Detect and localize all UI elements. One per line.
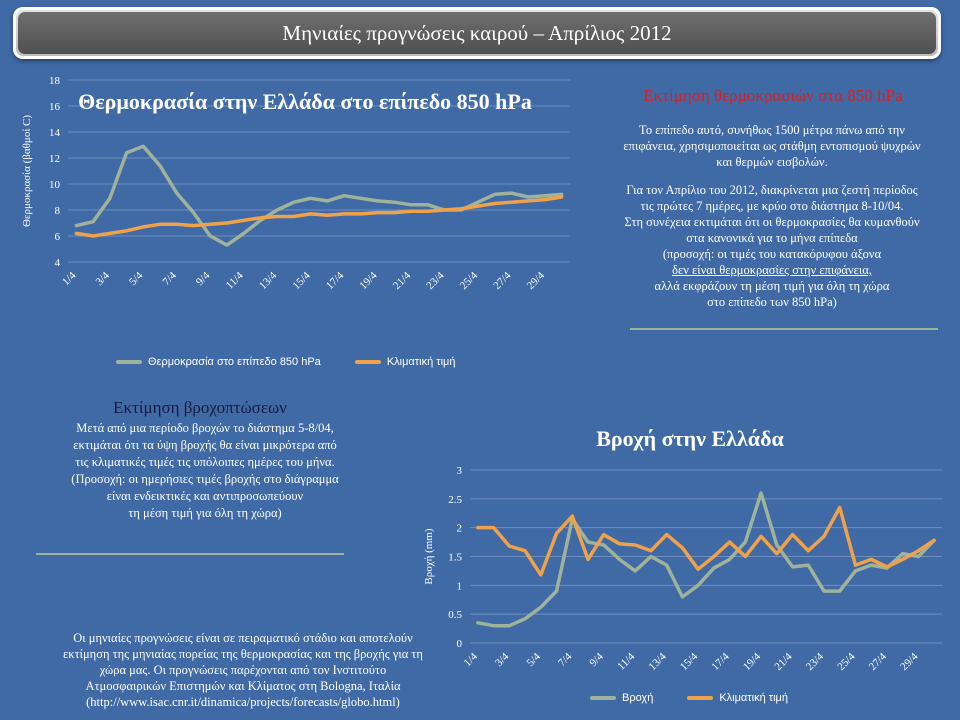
- temperature-chart-x-tick-label: 25/4: [457, 269, 481, 292]
- footer-line: Ατμοσφαιρικών Επιστημών και Κλίματος στη Bologna, Ιταλία: [85, 679, 401, 693]
- rain-chart-x-tick-label: 1/4: [461, 650, 480, 670]
- legend-entry-rain-climate: [687, 692, 788, 704]
- legend-swatch-rain: [590, 696, 616, 700]
- temperature-chart-y-tick-label: 14: [49, 127, 60, 139]
- temperature-chart-series-line-1: [76, 197, 561, 236]
- temperature-chart-y-tick-label: 16: [49, 101, 60, 113]
- temperature-warning-line: δεν είναι θερμοκρασίες στην επιφάνεια,: [672, 263, 872, 277]
- rain-chart-y-tick-label: 0: [456, 638, 462, 650]
- temperature-heading: Εκτίμηση θερμοκρασιών στα 850 hPa: [643, 86, 903, 105]
- temperature-chart-x-tick-label: 21/4: [390, 269, 414, 292]
- temperature-chart-y-tick-label: 10: [49, 179, 60, 191]
- temperature-chart-y-tick-label: 18: [49, 75, 60, 87]
- temperature-chart-legend: [116, 356, 490, 368]
- rain-chart-y-tick-label: 1.5: [448, 551, 462, 564]
- temperature-chart-y-tick-label: 8: [54, 205, 60, 217]
- temperature-text-line: και θερμών εισβολών.: [716, 155, 828, 169]
- rain-chart-x-tick-label: 25/4: [835, 650, 858, 673]
- temperature-chart-x-tick-label: 23/4: [424, 269, 447, 292]
- title-bar: [13, 7, 941, 59]
- rain-chart-y-tick-label: 2.5: [448, 493, 462, 506]
- legend-swatch-rain-climate: [687, 696, 713, 700]
- rain-text-line: είναι ενδεικτικές και αντιπροσωπεύουν: [106, 489, 304, 503]
- footer-link[interactable]: (http://www.isac.cnr.it/dinamica/projects/forecasts/globo.html): [86, 695, 400, 709]
- temperature-chart-x-tick-label: 19/4: [357, 269, 380, 292]
- rain-chart-x-tick-label: 15/4: [677, 650, 701, 673]
- page-title: Μηνιαίες προγνώσεις καιρού – Απρίλιος 2012: [282, 20, 672, 45]
- legend-label-temperature: Θερμοκρασία στο επίπεδο 850 hPa: [148, 356, 321, 368]
- footer-line: Οι μηνιαίες προγνώσεις είναι σε πειραματικό στάδιο και αποτελούν: [73, 631, 413, 645]
- temperature-chart-y-tick-label: 12: [49, 153, 60, 165]
- legend-entry-temperature: [116, 356, 321, 368]
- temperature-chart-y-tick-label: 4: [54, 257, 60, 269]
- footer-line: χώρα μας. Οι προγνώσεις παρέχονται από τον Ινστιτούτο: [99, 663, 387, 677]
- rain-heading: Εκτίμηση βροχοπτώσεων: [113, 398, 287, 417]
- temperature-divider: [630, 328, 938, 330]
- rain-chart: [420, 460, 960, 690]
- rain-chart-x-tick-label: 7/4: [555, 650, 575, 670]
- legend-entry-rain: [590, 692, 653, 704]
- temperature-text-line: επιφάνεια, χρησιμοποιείται ως στάθμη εντοπισμού ψυχρών: [623, 139, 921, 153]
- temperature-chart-x-tick-label: 7/4: [160, 269, 179, 289]
- rain-chart-y-tick-label: 1: [456, 580, 462, 593]
- rain-text-line: εκτιμάται ότι τα ύψη βροχής θα είναι μικρότερα από: [73, 438, 337, 452]
- temperature-text-line: αλλά εκφράζουν τη μέση τιμή για όλη τη χώρα: [654, 279, 890, 293]
- rain-text-line: (Προσοχή: οι ημερήσιες τιμές βροχής στο διάγραμμα: [71, 472, 339, 486]
- temperature-text-line: (προσοχή: οι τιμές του κατακόρυφου άξονα: [662, 247, 882, 261]
- temperature-description: [584, 122, 960, 310]
- temperature-text-line: Το επίπεδο αυτό, συνήθως 1500 μέτρα πάνω από την: [639, 123, 905, 137]
- rain-chart-x-tick-label: 3/4: [493, 650, 512, 670]
- rain-chart-x-tick-label: 27/4: [866, 650, 890, 673]
- rain-chart-x-tick-label: 13/4: [646, 650, 669, 673]
- temperature-chart-x-tick-label: 9/4: [193, 269, 213, 289]
- temperature-chart-x-tick-label: 15/4: [290, 269, 313, 292]
- temperature-text-line: στα κανονικά για το μήνα επίπεδα: [686, 231, 858, 245]
- temperature-chart-x-tick-label: 29/4: [524, 269, 548, 292]
- rain-chart-x-tick-label: 5/4: [524, 650, 543, 670]
- legend-label-climate: Κλιματική τιμή: [386, 356, 456, 368]
- temperature-text-line: Για τον Απρίλιο του 2012, διακρίνεται μια ζεστή περίοδος: [626, 183, 918, 197]
- rain-chart-x-tick-label: 21/4: [772, 650, 795, 673]
- title-bar-inner: [18, 12, 936, 54]
- rain-chart-y-axis-label: Βροχή (mm): [423, 528, 435, 585]
- legend-label-rain: Βροχή: [622, 692, 654, 704]
- rain-chart-x-tick-label: 23/4: [803, 650, 827, 673]
- legend-swatch-climate: [355, 360, 381, 364]
- legend-swatch-temperature: [116, 360, 142, 364]
- temperature-chart-series-line-0: [76, 146, 561, 245]
- rain-chart-y-tick-label: 0.5: [448, 609, 462, 622]
- temperature-chart-x-tick-label: 11/4: [223, 269, 246, 292]
- temperature-chart-x-tick-label: 13/4: [256, 269, 280, 292]
- temperature-chart-x-tick-label: 17/4: [323, 269, 347, 292]
- rain-chart-y-tick-label: 2: [456, 522, 462, 535]
- temperature-chart-y-axis-label: Θερμοκρασία (βαθμοί C): [21, 114, 33, 228]
- temperature-text-line: στο επίπεδο των 850 hPa): [707, 295, 837, 309]
- temperature-chart-x-tick-label: 5/4: [126, 269, 146, 289]
- rain-chart-x-tick-label: 9/4: [587, 650, 606, 670]
- rain-chart-y-tick-label: 3: [456, 465, 462, 477]
- temperature-chart-y-tick-label: 6: [54, 231, 60, 243]
- rain-chart-legend: [590, 692, 822, 704]
- rain-chart-x-tick-label: 17/4: [709, 650, 732, 673]
- temperature-chart-x-tick-label: 3/4: [93, 269, 112, 289]
- temperature-text-line: τις πρώτες 7 ημέρες, με κρύο στο διάστημα 8-10/04.: [640, 199, 904, 213]
- rain-description: [30, 420, 380, 522]
- rain-chart-x-tick-label: 19/4: [740, 650, 764, 673]
- rain-divider: [36, 553, 344, 555]
- legend-label-rain-climate: Κλιματική τιμή: [719, 692, 788, 704]
- paragraph-gap: [584, 170, 960, 182]
- temperature-chart-x-tick-label: 27/4: [491, 269, 514, 292]
- rain-text-line: τις κλιματικές τιμές τις υπόλοιπες ημέρες του μήνα.: [75, 455, 335, 469]
- rain-chart-title: Βροχή στην Ελλάδα: [596, 426, 784, 451]
- legend-entry-climate: [355, 356, 456, 368]
- rain-text-line: Μετά από μια περίοδο βροχών το διάστημα 5-8/04,: [76, 421, 334, 435]
- rain-chart-series-line-1: [478, 507, 934, 574]
- temperature-chart-x-tick-label: 1/4: [60, 269, 79, 289]
- footer-line: εκτίμηση της μηνιαίας πορείας της θερμοκρασίας και της βροχής για τη: [63, 647, 423, 661]
- rain-text-line: τη μέση τιμή για όλη τη χώρα): [128, 506, 282, 520]
- footer-disclaimer: [8, 630, 478, 710]
- rain-chart-x-tick-label: 29/4: [898, 650, 921, 673]
- temperature-chart-title: Θερμοκρασία στην Ελλάδα στο επίπεδο 850 hPa: [78, 89, 532, 114]
- rain-chart-x-tick-label: 11/4: [615, 650, 638, 673]
- temperature-text-line: Στη συνέχεια εκτιμάται ότι οι θερμοκρασίες θα κυμανθούν: [624, 215, 920, 229]
